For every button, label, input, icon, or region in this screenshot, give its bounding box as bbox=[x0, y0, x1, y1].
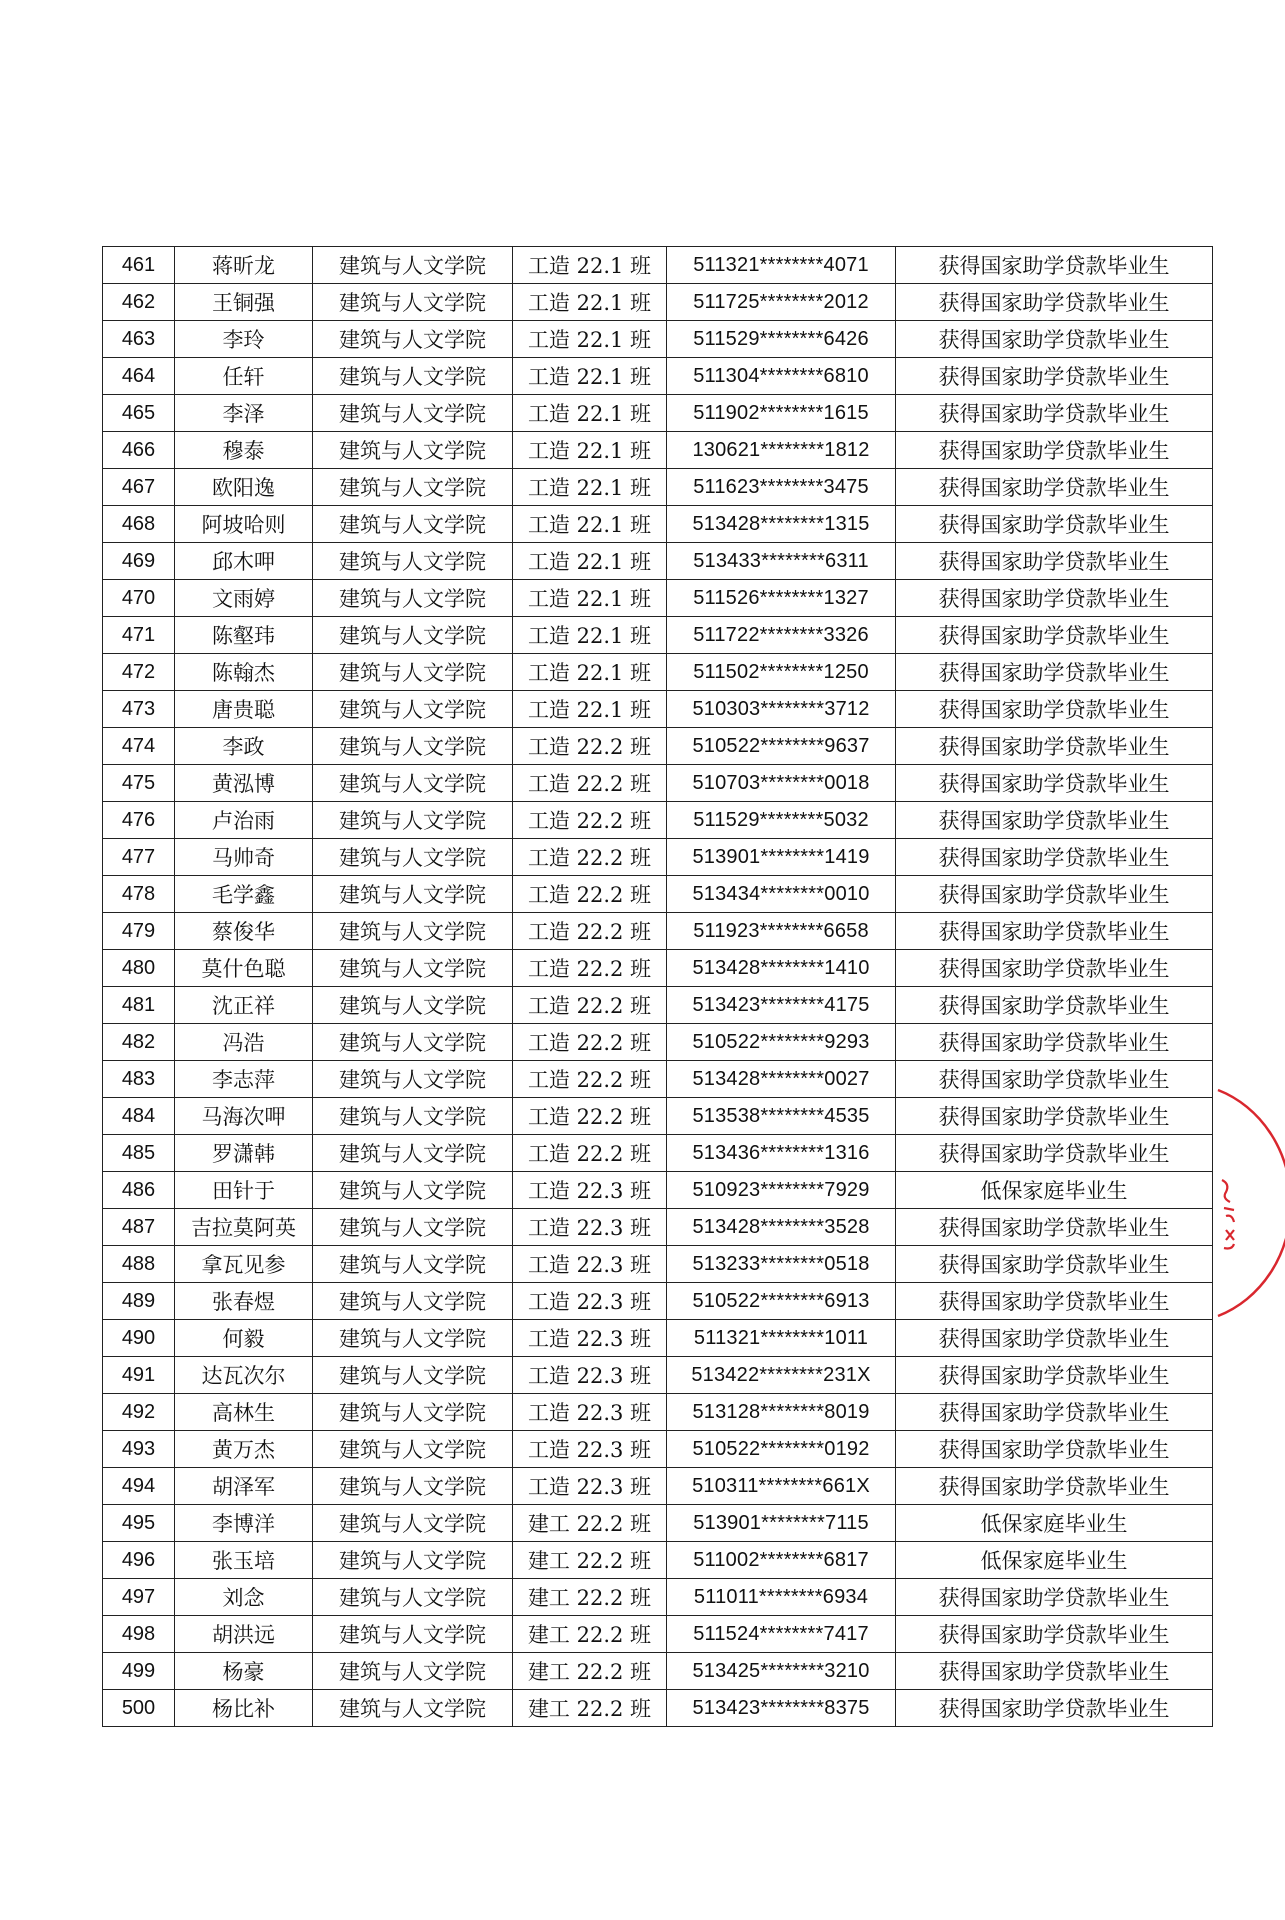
class-cell: 工造 22.1 班 bbox=[513, 654, 667, 691]
table-row bbox=[103, 432, 1213, 469]
class-cell: 工造 22.1 班 bbox=[513, 469, 667, 506]
table-row bbox=[103, 1320, 1213, 1357]
class-cell: 工造 22.1 班 bbox=[513, 284, 667, 321]
class-cell: 工造 22.2 班 bbox=[513, 950, 667, 987]
student-name-cell: 卢治雨 bbox=[175, 802, 313, 839]
id-number-cell: 510303********3712 bbox=[667, 691, 896, 728]
table-row bbox=[103, 1690, 1213, 1727]
row-number-cell: 492 bbox=[103, 1394, 175, 1431]
student-name-cell: 毛学鑫 bbox=[175, 876, 313, 913]
college-cell: 建筑与人文学院 bbox=[313, 580, 513, 617]
college-cell: 建筑与人文学院 bbox=[313, 1690, 513, 1727]
student-name-cell: 马帅奇 bbox=[175, 839, 313, 876]
row-number-cell: 486 bbox=[103, 1172, 175, 1209]
row-number-cell: 483 bbox=[103, 1061, 175, 1098]
college-cell: 建筑与人文学院 bbox=[313, 543, 513, 580]
table-row bbox=[103, 284, 1213, 321]
row-number-cell: 489 bbox=[103, 1283, 175, 1320]
category-cell: 获得国家助学贷款毕业生 bbox=[896, 950, 1213, 987]
student-name-cell: 任轩 bbox=[175, 358, 313, 395]
row-number-cell: 500 bbox=[103, 1690, 175, 1727]
table-row bbox=[103, 543, 1213, 580]
roster-body bbox=[103, 247, 1213, 1727]
class-cell: 工造 22.2 班 bbox=[513, 1098, 667, 1135]
row-number-cell: 464 bbox=[103, 358, 175, 395]
class-cell: 工造 22.3 班 bbox=[513, 1431, 667, 1468]
row-number-cell: 478 bbox=[103, 876, 175, 913]
class-cell: 工造 22.1 班 bbox=[513, 543, 667, 580]
table-row bbox=[103, 765, 1213, 802]
class-cell: 工造 22.3 班 bbox=[513, 1246, 667, 1283]
table-row bbox=[103, 469, 1213, 506]
table-row bbox=[103, 247, 1213, 284]
category-cell: 获得国家助学贷款毕业生 bbox=[896, 1246, 1213, 1283]
row-number-cell: 463 bbox=[103, 321, 175, 358]
college-cell: 建筑与人文学院 bbox=[313, 395, 513, 432]
table-row bbox=[103, 802, 1213, 839]
id-number-cell: 511902********1615 bbox=[667, 395, 896, 432]
id-number-cell: 511502********1250 bbox=[667, 654, 896, 691]
student-name-cell: 李志萍 bbox=[175, 1061, 313, 1098]
row-number-cell: 476 bbox=[103, 802, 175, 839]
college-cell: 建筑与人文学院 bbox=[313, 839, 513, 876]
row-number-cell: 479 bbox=[103, 913, 175, 950]
class-cell: 建工 22.2 班 bbox=[513, 1579, 667, 1616]
college-cell: 建筑与人文学院 bbox=[313, 284, 513, 321]
student-name-cell: 胡泽军 bbox=[175, 1468, 313, 1505]
row-number-cell: 470 bbox=[103, 580, 175, 617]
college-cell: 建筑与人文学院 bbox=[313, 1394, 513, 1431]
category-cell: 获得国家助学贷款毕业生 bbox=[896, 1431, 1213, 1468]
student-name-cell: 杨豪 bbox=[175, 1653, 313, 1690]
table-row bbox=[103, 1172, 1213, 1209]
college-cell: 建筑与人文学院 bbox=[313, 432, 513, 469]
student-name-cell: 张春煜 bbox=[175, 1283, 313, 1320]
id-number-cell: 511923********6658 bbox=[667, 913, 896, 950]
table-row bbox=[103, 950, 1213, 987]
category-cell: 获得国家助学贷款毕业生 bbox=[896, 469, 1213, 506]
student-name-cell: 李博洋 bbox=[175, 1505, 313, 1542]
class-cell: 工造 22.3 班 bbox=[513, 1283, 667, 1320]
class-cell: 工造 22.3 班 bbox=[513, 1357, 667, 1394]
id-number-cell: 510923********7929 bbox=[667, 1172, 896, 1209]
category-cell: 获得国家助学贷款毕业生 bbox=[896, 691, 1213, 728]
college-cell: 建筑与人文学院 bbox=[313, 1505, 513, 1542]
id-number-cell: 511725********2012 bbox=[667, 284, 896, 321]
student-name-cell: 欧阳逸 bbox=[175, 469, 313, 506]
student-name-cell: 田针于 bbox=[175, 1172, 313, 1209]
category-cell: 获得国家助学贷款毕业生 bbox=[896, 1061, 1213, 1098]
college-cell: 建筑与人文学院 bbox=[313, 1357, 513, 1394]
table-row bbox=[103, 691, 1213, 728]
student-name-cell: 胡洪远 bbox=[175, 1616, 313, 1653]
category-cell: 获得国家助学贷款毕业生 bbox=[896, 1468, 1213, 1505]
id-number-cell: 510311********661X bbox=[667, 1468, 896, 1505]
student-name-cell: 吉拉莫阿英 bbox=[175, 1209, 313, 1246]
row-number-cell: 462 bbox=[103, 284, 175, 321]
category-cell: 获得国家助学贷款毕业生 bbox=[896, 728, 1213, 765]
student-name-cell: 王铜强 bbox=[175, 284, 313, 321]
class-cell: 工造 22.3 班 bbox=[513, 1172, 667, 1209]
id-number-cell: 513434********0010 bbox=[667, 876, 896, 913]
class-cell: 工造 22.3 班 bbox=[513, 1468, 667, 1505]
category-cell: 获得国家助学贷款毕业生 bbox=[896, 1024, 1213, 1061]
row-number-cell: 469 bbox=[103, 543, 175, 580]
category-cell: 获得国家助学贷款毕业生 bbox=[896, 802, 1213, 839]
category-cell: 获得国家助学贷款毕业生 bbox=[896, 432, 1213, 469]
category-cell: 低保家庭毕业生 bbox=[896, 1505, 1213, 1542]
class-cell: 工造 22.2 班 bbox=[513, 913, 667, 950]
category-cell: 获得国家助学贷款毕业生 bbox=[896, 543, 1213, 580]
row-number-cell: 474 bbox=[103, 728, 175, 765]
id-number-cell: 511304********6810 bbox=[667, 358, 896, 395]
class-cell: 建工 22.2 班 bbox=[513, 1616, 667, 1653]
student-name-cell: 邱木呷 bbox=[175, 543, 313, 580]
student-name-cell: 杨比补 bbox=[175, 1690, 313, 1727]
category-cell: 获得国家助学贷款毕业生 bbox=[896, 913, 1213, 950]
college-cell: 建筑与人文学院 bbox=[313, 987, 513, 1024]
row-number-cell: 475 bbox=[103, 765, 175, 802]
category-cell: 获得国家助学贷款毕业生 bbox=[896, 1320, 1213, 1357]
table-row bbox=[103, 1209, 1213, 1246]
category-cell: 获得国家助学贷款毕业生 bbox=[896, 1579, 1213, 1616]
college-cell: 建筑与人文学院 bbox=[313, 1135, 513, 1172]
class-cell: 工造 22.3 班 bbox=[513, 1209, 667, 1246]
college-cell: 建筑与人文学院 bbox=[313, 1616, 513, 1653]
table-row bbox=[103, 1135, 1213, 1172]
row-number-cell: 484 bbox=[103, 1098, 175, 1135]
category-cell: 获得国家助学贷款毕业生 bbox=[896, 1283, 1213, 1320]
class-cell: 建工 22.2 班 bbox=[513, 1653, 667, 1690]
table-row bbox=[103, 1431, 1213, 1468]
college-cell: 建筑与人文学院 bbox=[313, 1024, 513, 1061]
class-cell: 工造 22.2 班 bbox=[513, 876, 667, 913]
table-row bbox=[103, 839, 1213, 876]
student-name-cell: 罗潇韩 bbox=[175, 1135, 313, 1172]
table-row bbox=[103, 1394, 1213, 1431]
row-number-cell: 466 bbox=[103, 432, 175, 469]
college-cell: 建筑与人文学院 bbox=[313, 617, 513, 654]
row-number-cell: 491 bbox=[103, 1357, 175, 1394]
table-row bbox=[103, 876, 1213, 913]
student-name-cell: 阿坡哈则 bbox=[175, 506, 313, 543]
class-cell: 工造 22.3 班 bbox=[513, 1394, 667, 1431]
class-cell: 工造 22.1 班 bbox=[513, 321, 667, 358]
id-number-cell: 513428********1410 bbox=[667, 950, 896, 987]
category-cell: 获得国家助学贷款毕业生 bbox=[896, 358, 1213, 395]
id-number-cell: 510522********9637 bbox=[667, 728, 896, 765]
class-cell: 工造 22.1 班 bbox=[513, 506, 667, 543]
row-number-cell: 497 bbox=[103, 1579, 175, 1616]
college-cell: 建筑与人文学院 bbox=[313, 1098, 513, 1135]
student-name-cell: 陈壑玮 bbox=[175, 617, 313, 654]
row-number-cell: 487 bbox=[103, 1209, 175, 1246]
row-number-cell: 498 bbox=[103, 1616, 175, 1653]
red-seal-stamp-icon bbox=[1212, 1080, 1285, 1320]
id-number-cell: 513901********1419 bbox=[667, 839, 896, 876]
table-row bbox=[103, 617, 1213, 654]
table-row bbox=[103, 654, 1213, 691]
row-number-cell: 499 bbox=[103, 1653, 175, 1690]
class-cell: 工造 22.2 班 bbox=[513, 802, 667, 839]
student-name-cell: 穆泰 bbox=[175, 432, 313, 469]
row-number-cell: 472 bbox=[103, 654, 175, 691]
student-name-cell: 李泽 bbox=[175, 395, 313, 432]
category-cell: 获得国家助学贷款毕业生 bbox=[896, 876, 1213, 913]
college-cell: 建筑与人文学院 bbox=[313, 1172, 513, 1209]
category-cell: 获得国家助学贷款毕业生 bbox=[896, 1357, 1213, 1394]
category-cell: 获得国家助学贷款毕业生 bbox=[896, 1616, 1213, 1653]
student-name-cell: 张玉培 bbox=[175, 1542, 313, 1579]
category-cell: 获得国家助学贷款毕业生 bbox=[896, 617, 1213, 654]
class-cell: 工造 22.2 班 bbox=[513, 839, 667, 876]
college-cell: 建筑与人文学院 bbox=[313, 1431, 513, 1468]
id-number-cell: 513428********1315 bbox=[667, 506, 896, 543]
college-cell: 建筑与人文学院 bbox=[313, 876, 513, 913]
student-name-cell: 冯浩 bbox=[175, 1024, 313, 1061]
id-number-cell: 513233********0518 bbox=[667, 1246, 896, 1283]
id-number-cell: 511623********3475 bbox=[667, 469, 896, 506]
id-number-cell: 513428********0027 bbox=[667, 1061, 896, 1098]
college-cell: 建筑与人文学院 bbox=[313, 1246, 513, 1283]
table-row bbox=[103, 1616, 1213, 1653]
id-number-cell: 510703********0018 bbox=[667, 765, 896, 802]
student-name-cell: 黄万杰 bbox=[175, 1431, 313, 1468]
table-row bbox=[103, 321, 1213, 358]
student-name-cell: 高林生 bbox=[175, 1394, 313, 1431]
student-name-cell: 拿瓦见参 bbox=[175, 1246, 313, 1283]
id-number-cell: 511321********1011 bbox=[667, 1320, 896, 1357]
college-cell: 建筑与人文学院 bbox=[313, 358, 513, 395]
row-number-cell: 473 bbox=[103, 691, 175, 728]
category-cell: 获得国家助学贷款毕业生 bbox=[896, 580, 1213, 617]
id-number-cell: 513901********7115 bbox=[667, 1505, 896, 1542]
id-number-cell: 513428********3528 bbox=[667, 1209, 896, 1246]
table-row bbox=[103, 728, 1213, 765]
student-name-cell: 莫什色聪 bbox=[175, 950, 313, 987]
id-number-cell: 513128********8019 bbox=[667, 1394, 896, 1431]
id-number-cell: 513423********8375 bbox=[667, 1690, 896, 1727]
class-cell: 工造 22.1 班 bbox=[513, 617, 667, 654]
row-number-cell: 490 bbox=[103, 1320, 175, 1357]
class-cell: 工造 22.1 班 bbox=[513, 580, 667, 617]
student-name-cell: 陈翰杰 bbox=[175, 654, 313, 691]
id-number-cell: 510522********9293 bbox=[667, 1024, 896, 1061]
student-name-cell: 李玲 bbox=[175, 321, 313, 358]
id-number-cell: 510522********6913 bbox=[667, 1283, 896, 1320]
category-cell: 低保家庭毕业生 bbox=[896, 1542, 1213, 1579]
row-number-cell: 465 bbox=[103, 395, 175, 432]
category-cell: 低保家庭毕业生 bbox=[896, 1172, 1213, 1209]
category-cell: 获得国家助学贷款毕业生 bbox=[896, 987, 1213, 1024]
student-name-cell: 何毅 bbox=[175, 1320, 313, 1357]
category-cell: 获得国家助学贷款毕业生 bbox=[896, 1394, 1213, 1431]
row-number-cell: 461 bbox=[103, 247, 175, 284]
category-cell: 获得国家助学贷款毕业生 bbox=[896, 1209, 1213, 1246]
row-number-cell: 481 bbox=[103, 987, 175, 1024]
table-row bbox=[103, 358, 1213, 395]
id-number-cell: 130621********1812 bbox=[667, 432, 896, 469]
student-name-cell: 唐贵聪 bbox=[175, 691, 313, 728]
class-cell: 建工 22.2 班 bbox=[513, 1505, 667, 1542]
college-cell: 建筑与人文学院 bbox=[313, 1653, 513, 1690]
category-cell: 获得国家助学贷款毕业生 bbox=[896, 247, 1213, 284]
class-cell: 工造 22.2 班 bbox=[513, 765, 667, 802]
student-name-cell: 李政 bbox=[175, 728, 313, 765]
class-cell: 工造 22.1 班 bbox=[513, 691, 667, 728]
id-number-cell: 513423********4175 bbox=[667, 987, 896, 1024]
college-cell: 建筑与人文学院 bbox=[313, 506, 513, 543]
class-cell: 工造 22.2 班 bbox=[513, 728, 667, 765]
college-cell: 建筑与人文学院 bbox=[313, 247, 513, 284]
student-name-cell: 达瓦次尔 bbox=[175, 1357, 313, 1394]
college-cell: 建筑与人文学院 bbox=[313, 1468, 513, 1505]
id-number-cell: 511321********4071 bbox=[667, 247, 896, 284]
category-cell: 获得国家助学贷款毕业生 bbox=[896, 654, 1213, 691]
row-number-cell: 485 bbox=[103, 1135, 175, 1172]
student-name-cell: 沈正祥 bbox=[175, 987, 313, 1024]
table-row bbox=[103, 1653, 1213, 1690]
table-row bbox=[103, 506, 1213, 543]
table-row bbox=[103, 1505, 1213, 1542]
table-row bbox=[103, 1468, 1213, 1505]
table-row bbox=[103, 913, 1213, 950]
class-cell: 工造 22.2 班 bbox=[513, 1024, 667, 1061]
table-row bbox=[103, 580, 1213, 617]
category-cell: 获得国家助学贷款毕业生 bbox=[896, 839, 1213, 876]
student-name-cell: 黄泓博 bbox=[175, 765, 313, 802]
table-row bbox=[103, 987, 1213, 1024]
category-cell: 获得国家助学贷款毕业生 bbox=[896, 1653, 1213, 1690]
college-cell: 建筑与人文学院 bbox=[313, 1320, 513, 1357]
id-number-cell: 513436********1316 bbox=[667, 1135, 896, 1172]
id-number-cell: 511524********7417 bbox=[667, 1616, 896, 1653]
student-name-cell: 马海次呷 bbox=[175, 1098, 313, 1135]
student-name-cell: 蒋昕龙 bbox=[175, 247, 313, 284]
row-number-cell: 494 bbox=[103, 1468, 175, 1505]
table-row bbox=[103, 1579, 1213, 1616]
id-number-cell: 510522********0192 bbox=[667, 1431, 896, 1468]
table-row bbox=[103, 1246, 1213, 1283]
row-number-cell: 471 bbox=[103, 617, 175, 654]
category-cell: 获得国家助学贷款毕业生 bbox=[896, 284, 1213, 321]
college-cell: 建筑与人文学院 bbox=[313, 913, 513, 950]
class-cell: 工造 22.1 班 bbox=[513, 247, 667, 284]
student-name-cell: 文雨婷 bbox=[175, 580, 313, 617]
id-number-cell: 511722********3326 bbox=[667, 617, 896, 654]
college-cell: 建筑与人文学院 bbox=[313, 1209, 513, 1246]
college-cell: 建筑与人文学院 bbox=[313, 1579, 513, 1616]
row-number-cell: 495 bbox=[103, 1505, 175, 1542]
category-cell: 获得国家助学贷款毕业生 bbox=[896, 765, 1213, 802]
class-cell: 工造 22.2 班 bbox=[513, 1061, 667, 1098]
table-row bbox=[103, 395, 1213, 432]
table-row bbox=[103, 1283, 1213, 1320]
college-cell: 建筑与人文学院 bbox=[313, 1542, 513, 1579]
category-cell: 获得国家助学贷款毕业生 bbox=[896, 506, 1213, 543]
class-cell: 工造 22.3 班 bbox=[513, 1320, 667, 1357]
class-cell: 工造 22.1 班 bbox=[513, 432, 667, 469]
id-number-cell: 511529********6426 bbox=[667, 321, 896, 358]
college-cell: 建筑与人文学院 bbox=[313, 950, 513, 987]
college-cell: 建筑与人文学院 bbox=[313, 765, 513, 802]
category-cell: 获得国家助学贷款毕业生 bbox=[896, 1690, 1213, 1727]
college-cell: 建筑与人文学院 bbox=[313, 321, 513, 358]
row-number-cell: 477 bbox=[103, 839, 175, 876]
table-row bbox=[103, 1024, 1213, 1061]
class-cell: 建工 22.2 班 bbox=[513, 1690, 667, 1727]
row-number-cell: 493 bbox=[103, 1431, 175, 1468]
college-cell: 建筑与人文学院 bbox=[313, 728, 513, 765]
college-cell: 建筑与人文学院 bbox=[313, 802, 513, 839]
student-name-cell: 刘念 bbox=[175, 1579, 313, 1616]
class-cell: 建工 22.2 班 bbox=[513, 1542, 667, 1579]
row-number-cell: 467 bbox=[103, 469, 175, 506]
category-cell: 获得国家助学贷款毕业生 bbox=[896, 1135, 1213, 1172]
id-number-cell: 513422********231X bbox=[667, 1357, 896, 1394]
row-number-cell: 468 bbox=[103, 506, 175, 543]
class-cell: 工造 22.2 班 bbox=[513, 1135, 667, 1172]
id-number-cell: 511002********6817 bbox=[667, 1542, 896, 1579]
graduate-roster-table bbox=[102, 246, 1213, 1727]
college-cell: 建筑与人文学院 bbox=[313, 654, 513, 691]
id-number-cell: 511011********6934 bbox=[667, 1579, 896, 1616]
table-row bbox=[103, 1357, 1213, 1394]
id-number-cell: 511529********5032 bbox=[667, 802, 896, 839]
student-name-cell: 蔡俊华 bbox=[175, 913, 313, 950]
table-row bbox=[103, 1061, 1213, 1098]
row-number-cell: 480 bbox=[103, 950, 175, 987]
row-number-cell: 496 bbox=[103, 1542, 175, 1579]
id-number-cell: 513538********4535 bbox=[667, 1098, 896, 1135]
table-row bbox=[103, 1098, 1213, 1135]
category-cell: 获得国家助学贷款毕业生 bbox=[896, 321, 1213, 358]
id-number-cell: 511526********1327 bbox=[667, 580, 896, 617]
table-row bbox=[103, 1542, 1213, 1579]
college-cell: 建筑与人文学院 bbox=[313, 1283, 513, 1320]
class-cell: 工造 22.1 班 bbox=[513, 358, 667, 395]
college-cell: 建筑与人文学院 bbox=[313, 1061, 513, 1098]
category-cell: 获得国家助学贷款毕业生 bbox=[896, 1098, 1213, 1135]
row-number-cell: 482 bbox=[103, 1024, 175, 1061]
category-cell: 获得国家助学贷款毕业生 bbox=[896, 395, 1213, 432]
id-number-cell: 513433********6311 bbox=[667, 543, 896, 580]
class-cell: 工造 22.1 班 bbox=[513, 395, 667, 432]
row-number-cell: 488 bbox=[103, 1246, 175, 1283]
college-cell: 建筑与人文学院 bbox=[313, 469, 513, 506]
college-cell: 建筑与人文学院 bbox=[313, 691, 513, 728]
id-number-cell: 513425********3210 bbox=[667, 1653, 896, 1690]
class-cell: 工造 22.2 班 bbox=[513, 987, 667, 1024]
